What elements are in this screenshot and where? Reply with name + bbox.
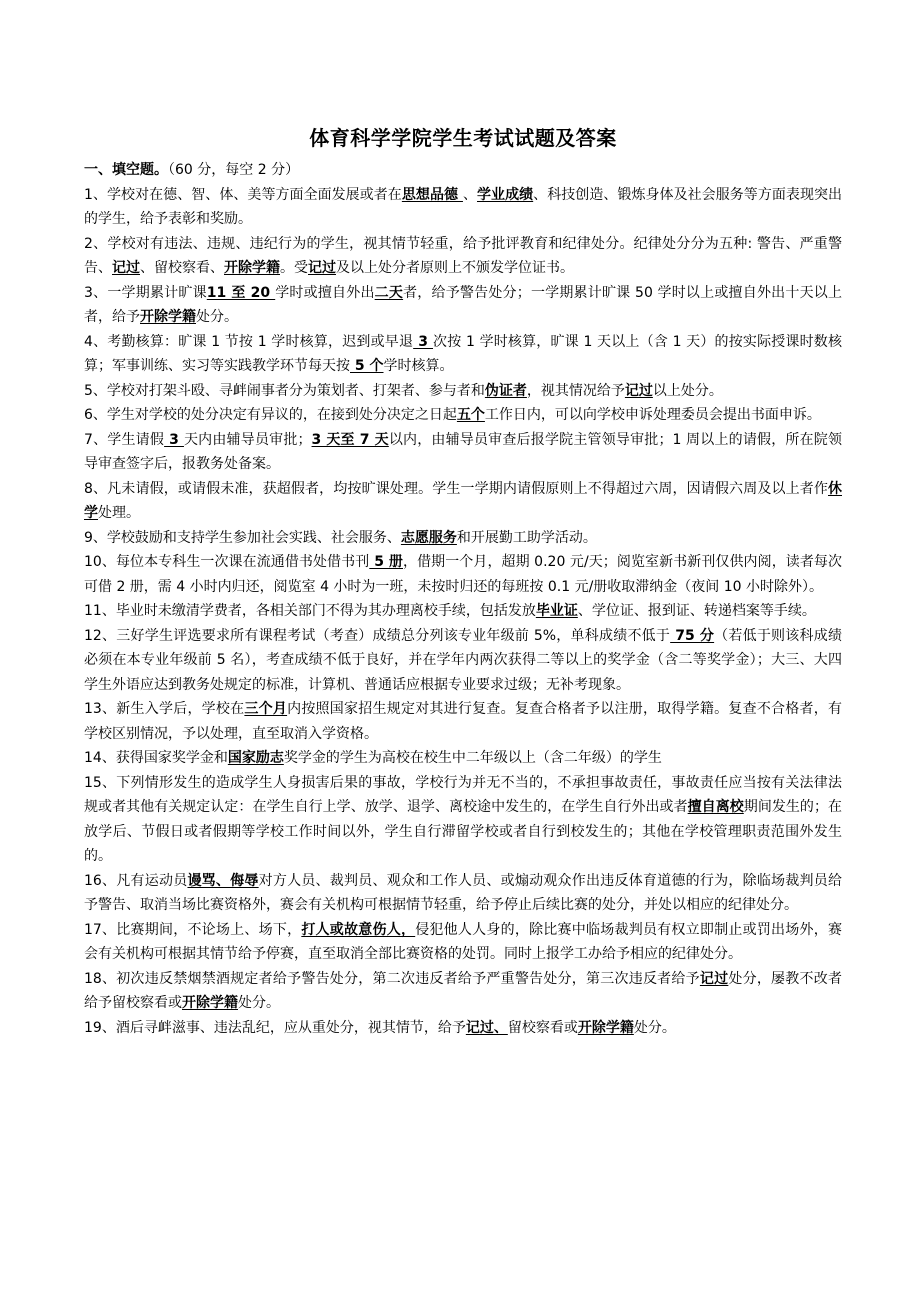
question-item (84, 624, 842, 698)
answer-blank: 二天 (374, 284, 404, 301)
answer-blank: 擅自离校 (687, 799, 744, 815)
question-text: 以上处分。 (652, 382, 723, 399)
answer-blank: 5 个 (350, 358, 384, 374)
question-text: 天内由辅导员审批； (183, 431, 312, 448)
question-item (84, 746, 842, 771)
question-text: 次按 1 学时核算，旷课 1 天以上（含 1 天）的按实际授课时数核算；军事训练、实习等实践教学环节每天按 (84, 333, 842, 374)
answer-blank: 开除学籍 (224, 260, 280, 276)
answer-blank: 记过 (112, 260, 140, 276)
question-text: 对方人员、裁判员、观众和工作人员、或煽动观众作出违反体育道德的行为，除临场裁判员给予警告、取消当场比赛资格外，赛会有关机构可根据情节轻重，给予停止后续比赛的处分，并处以相应的纪律处分。 (84, 872, 842, 913)
question-text: 。受 (280, 260, 308, 276)
section-heading (84, 158, 842, 183)
answer-blank: 志愿服务 (400, 529, 457, 546)
question-text: 14、获得国家奖学金和 (84, 750, 228, 766)
question-text: 处分，屡教不改者给予留校察看或 (84, 970, 842, 1011)
answer-blank: 谩骂、侮辱 (187, 872, 259, 889)
answer-blank: 记过 (308, 260, 336, 276)
question-text: ，借期一个月，超期 0.20 元/天；阅览室新书新刊仅供内阅，读者每次可借 2 册，需 4 小时内归还，阅览室 4 小时为一班，未按时归还的每班按 0.1 元/册收取滞纳金（夜间 10 小时除外）。 (84, 554, 842, 595)
answer-blank: 毕业证 (535, 603, 578, 619)
question-text: 奖学金的学生为高校在校生中二年级以上（含二年级）的学生 (283, 750, 662, 766)
question-text: 、科技创造、锻炼身体及社会服务等方面表现突出的学生，给予表彰和奖励。 (84, 186, 843, 227)
section-heading-label: 一、填空题。 (84, 162, 168, 178)
question-item (84, 550, 842, 599)
question-text: 8、凡未请假，或请假未准，获超假者，均按旷课处理。学生一学期内请假原则上不得超过六周，因请假六周及以上者作 (84, 480, 828, 497)
answer-blank: 3 (413, 333, 434, 350)
question-text: 、学位证、报到证、转递档案等手续。 (577, 603, 816, 619)
question-text: 1、学校对在德、智、体、美等方面全面发展或者在 (84, 186, 402, 203)
question-list (84, 183, 842, 1041)
question-item (84, 869, 842, 918)
question-text: 、 (462, 186, 477, 203)
answer-blank: 三个月 (244, 701, 288, 717)
question-text: （若低于则该科成绩必须在本专业年级前 5 名），考查成绩不低于良好，并在学年内两次获得二等以上的奖学金（含二等奖学金）；大三、大四学生外语应达到教务处规定的标准，计算机、普通话应根据专业要求过级；无补考现象。 (84, 627, 842, 693)
question-text: 和开展勤工助学活动。 (456, 529, 597, 546)
question-item (84, 771, 842, 869)
question-item (84, 330, 842, 379)
question-text: 2、学校对有违法、违规、违纪行为的学生，视其情节轻重，给予批评教育和纪律处分。纪律处分分为五种: 警告、严重警告、 (84, 235, 842, 276)
question-item (84, 599, 842, 624)
answer-blank: 伪证者 (484, 382, 527, 399)
question-text: 处理。 (98, 505, 140, 521)
question-text: 处分。 (196, 309, 238, 325)
question-text: 、留校察看、 (140, 260, 224, 276)
answer-blank: 休学 (84, 480, 842, 521)
question-text: 处分。 (238, 995, 280, 1011)
question-item (84, 403, 842, 428)
question-text: 19、酒后寻衅滋事、违法乱纪，应从重处分，视其情节，给予 (84, 1019, 466, 1036)
question-text: 期间发生的；在放学后、节假日或者假期等学校工作时间以外，学生自行滞留学校或者自行到校发生的；其他在学校管理职责范围外发生的。 (84, 799, 843, 864)
question-text: 17、比赛期间，不论场上、场下， (84, 921, 302, 938)
question-item (84, 918, 842, 967)
answer-blank: 记过 (624, 382, 653, 399)
question-item (84, 232, 842, 281)
question-text: 6、学生对学校的处分决定有异议的，在接到处分决定之日起 (84, 407, 457, 423)
page-title: 体育科学学院学生考试试题及答案 (309, 126, 617, 150)
answer-blank: 3 天至 7 天 (311, 431, 389, 448)
question-item (84, 281, 842, 330)
answer-blank: 思想品德 (401, 186, 463, 203)
question-text: 4、考勤核算：旷课 1 节按 1 学时核算，迟到或早退 (84, 333, 414, 350)
question-item (84, 477, 842, 526)
answer-blank: 学业成绩 (477, 186, 534, 203)
question-text: ，视其情况给予 (526, 382, 625, 399)
answer-blank: 开除学籍 (182, 995, 238, 1011)
question-text: 9、学校鼓励和支持学生参加社会实践、社会服务、 (84, 529, 401, 546)
question-item (84, 526, 842, 551)
question-text: 7、学生请假 (84, 431, 165, 448)
question-text: 13、新生入学后，学校在 (84, 701, 245, 717)
section-heading-note: （60 分，每空 2 分） (168, 162, 300, 178)
answer-blank: 75 分 (670, 627, 715, 644)
answer-blank: 记过、 (465, 1019, 508, 1036)
question-text: 3、一学期累计旷课 (84, 284, 207, 301)
question-text: 学时核算。 (383, 358, 454, 374)
answer-blank: 打人或故意伤人， (301, 921, 416, 938)
question-text: 10、每位本专科生一次课在流通借书处借书刊 (84, 554, 370, 570)
question-text: 留校察看或 (507, 1019, 578, 1036)
answer-blank: 五个 (456, 407, 485, 423)
question-text: 工作日内，可以向学校申诉处理委员会提出书面申诉。 (484, 407, 821, 423)
question-text: 16、凡有运动员 (84, 872, 188, 889)
question-text: 内按照国家招生规定对其进行复查。复查合格者予以注册，取得学籍。复查不合格者，有学校区别情况，予以处理，直至取消入学资格。 (84, 701, 842, 742)
answer-blank: 开除学籍 (577, 1019, 634, 1036)
question-text: 以内，由辅导员审查后报学院主管领导审批；1 周以上的请假，所在院领导审查签字后，报教务处备案。 (84, 431, 843, 472)
question-text: 处分。 (633, 1019, 676, 1036)
question-text: 学时或擅自外出 (275, 284, 375, 301)
question-item (84, 967, 842, 1016)
question-text: 者，给予警告处分；一学期累计旷课 50 学时以上或擅自外出十天以上者，给予 (84, 284, 843, 325)
question-item (84, 379, 842, 404)
question-item (84, 183, 842, 232)
question-text: 侵犯他人人身的，除比赛中临场裁判员有权立即制止或罚出场外，赛会有关机构可根据其情节给予停赛，直至取消全部比赛资格的处罚。同时上报学工办给予相应的纪律处分。 (84, 921, 842, 962)
answer-blank: 记过 (699, 970, 729, 987)
question-item (84, 1016, 842, 1041)
answer-blank: 5 册 (369, 554, 403, 570)
answer-blank: 开除学籍 (140, 309, 196, 325)
answer-blank: 3 (164, 431, 184, 448)
question-item (84, 697, 842, 746)
question-text: 5、学校对打架斗殴、寻衅闹事者分为策划者、打架者、参与者和 (84, 382, 485, 399)
question-text: 12、三好学生评选要求所有课程考试（考查）成绩总分列该专业年级前 5%，单科成绩不低于 (84, 627, 671, 644)
question-text: 11、毕业时未缴清学费者，各相关部门不得为其办理离校手续，包括发放 (84, 603, 536, 619)
answer-blank: 11 至 20 (206, 284, 276, 301)
question-text: 及以上处分者原则上不颁发学位证书。 (336, 260, 574, 276)
answer-blank: 国家励志 (227, 750, 284, 766)
question-item (84, 428, 842, 477)
question-text: 18、初次违反禁烟禁酒规定者给予警告处分，第二次违反者给予严重警告处分，第三次违反者给予 (84, 970, 700, 987)
question-text: 15、下列情形发生的造成学生人身损害后果的事故，学校行为并无不当的，不承担事故责任，事故责任应当按有关法律法规或者其他有关规定认定：在学生自行上学、放学、退学、离校途中发生的，在学生自行外出或者 (84, 774, 842, 815)
